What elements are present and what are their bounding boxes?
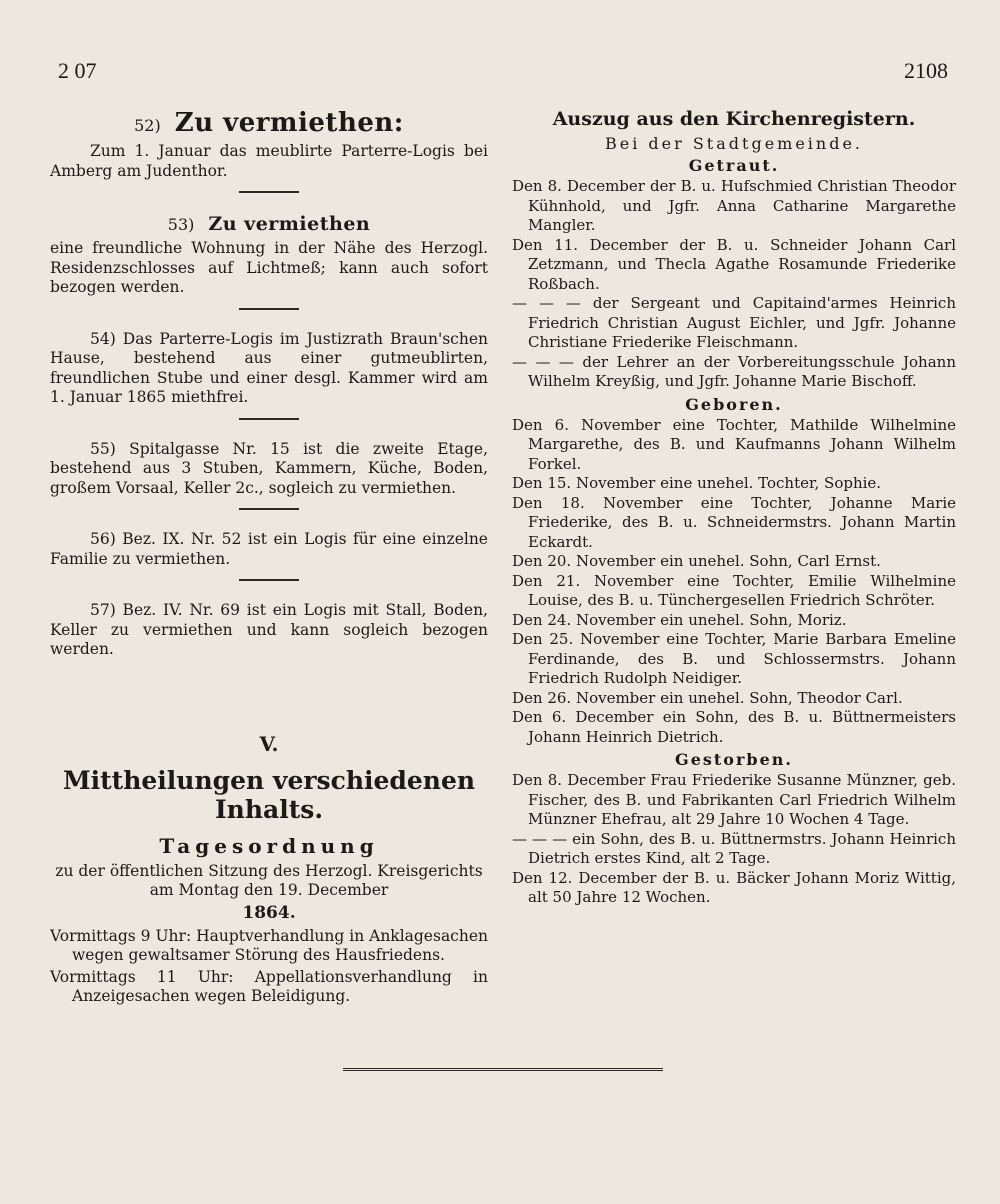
register-entry: Den 25. November eine Tochter, Marie Barbara Emeline Ferdinande, des B. und Schlossermstrs. Johann Friedrich Rudolph Neidiger.: [512, 630, 956, 687]
divider: [239, 418, 299, 420]
register-entry: Den 8. December Frau Friederike Susanne Münzner, geb. Fischer, des B. und Fabrikanten Carl Friedrich Wilhelm Münzner Ehefrau, alt 29 Jahre 10 Wochen 4 Tage.: [512, 771, 956, 828]
register-entry: Den 26. November ein unehel. Sohn, Theodor Carl.: [512, 688, 903, 707]
section-title: Mittheilungen verschiedenen Inhalts.: [62, 765, 476, 824]
divider: [239, 579, 299, 581]
advert-text: 57) Bez. IV. Nr. 69 ist ein Logis mit Stall, Boden, Keller zu vermiethen und kann sogleich bezogen werden.: [50, 601, 488, 658]
advert-52: [50, 108, 488, 181]
agenda-item: Vormittags 9 Uhr: Hauptverhandlung in Anklagesachen wegen gewaltsamer Störung des Hausfriedens.: [50, 926, 488, 964]
agenda-item: Vormittags 11 Uhr: Appellationsverhandlung in Anzeigesachen wegen Beleidigung.: [50, 967, 488, 1005]
advert-title: Zu vermiethen: [208, 213, 371, 235]
section-heading-getraut: Getraut.: [688, 156, 780, 175]
section-heading-gestorben: Gestorben.: [675, 750, 793, 769]
advert-text: 56) Bez. IX. Nr. 52 ist ein Logis für eine einzelne Familie zu vermiethen.: [50, 530, 488, 568]
register-entry: — — — der Lehrer an der Vorbereitungsschule Johann Wilhelm Kreyßig, und Jgfr. Johanne Marie Bischoff.: [512, 352, 956, 390]
register-entry: Den 18. November eine Tochter, Johanne Marie Friederike, des B. u. Schneidermstrs. Johann Martin Eckardt.: [512, 493, 956, 551]
register-entry: Den 20. November ein unehel. Sohn, Carl Ernst.: [512, 552, 881, 570]
advert-number: 52): [134, 116, 161, 135]
advert-number: 53): [167, 215, 195, 234]
agenda-subtitle: zu der öffentlichen Sitzung des Herzogl. Kreisgerichts am Montag den 19. December: [55, 861, 483, 899]
register-entry: Den 15. November eine unehel. Tochter, Sophie.: [512, 474, 882, 492]
advert-text: eine freundliche Wohnung in der Nähe des Herzogl. Residenzschlosses auf Lichtmeß; kann auch sofort bezogen werden.: [50, 239, 488, 296]
advert-57: [50, 601, 488, 660]
register-entry: Den 12. December der B. u. Bäcker Johann Moriz Wittig, alt 50 Jahre 12 Wochen.: [512, 868, 956, 906]
register-title: Auszug aus den Kirchenregistern.: [552, 108, 916, 130]
agenda-year: 1864.: [242, 902, 296, 923]
register-entry: Den 24. November ein unehel. Sohn, Moriz.: [512, 610, 847, 629]
bottom-divider: [343, 1068, 663, 1074]
right-column: [512, 108, 956, 908]
register-entry: Den 11. December der B. u. Schneider Johann Carl Zetzmann, und Thecla Agathe Rosamunde Friederike Roßbach.: [512, 235, 956, 293]
agenda-title: Tagesordnung: [159, 833, 379, 858]
advert-title: Zu vermiethen:: [174, 108, 404, 138]
divider: [239, 191, 299, 193]
advert-55: [50, 440, 488, 499]
register-entry: Den 6. November eine Tochter, Mathilde Wilhelmine Margarethe, des B. und Kaufmanns Johann Wilhelm Forkel.: [512, 415, 956, 473]
section-number: V.: [259, 731, 279, 756]
advert-text: Zum 1. Januar das meublirte Parterre-Logis bei Amberg am Judenthor.: [50, 142, 488, 180]
register-entry: Den 8. December der B. u. Hufschmied Christian Theodor Kühnhold, und Jgfr. Anna Catharine Margarethe Mangler.: [512, 177, 956, 234]
section-heading-geboren: Geboren.: [685, 394, 783, 414]
advert-text: 55) Spitalgasse Nr. 15 ist die zweite Etage, bestehend aus 3 Stuben, Kammern, Küche, Boden, großem Vorsaal, Keller 2c., sogleich zu vermiethen.: [50, 439, 488, 497]
left-column: [50, 108, 488, 1009]
advert-54: [50, 330, 488, 408]
register-entry: — — — ein Sohn, des B. u. Büttnermstrs. Johann Heinrich Dietrich erstes Kind, alt 2 Tage.: [512, 829, 956, 867]
register-entry: Den 6. December ein Sohn, des B. u. Büttnermeisters Johann Heinrich Dietrich.: [512, 708, 956, 746]
advert-text: 54) Das Parterre-Logis im Justizrath Braun'schen Hause, bestehend aus einer gutmeublirten, freundlichen Stube und einer desgl. Kammer wird am 1. Januar 1865 miethfrei.: [50, 329, 488, 406]
register-subtitle: Bei der Stadtgemeinde.: [604, 134, 864, 153]
register-entry: Den 21. November eine Tochter, Emilie Wilhelmine Louise, des B. u. Tünchergesellen Friedrich Schröter.: [512, 571, 956, 609]
advert-56: [50, 530, 488, 569]
divider: [239, 508, 299, 510]
page-number-left: 2 07: [58, 58, 97, 83]
page-number-right: 2108: [904, 58, 948, 83]
advert-53: [50, 213, 488, 298]
divider: [239, 308, 299, 310]
register-entry: — — — der Sergeant und Capitaind'armes Heinrich Friedrich Christian August Eichler, und Jgfr. Johanne Christiane Friederike Fleischmann.: [512, 294, 956, 351]
